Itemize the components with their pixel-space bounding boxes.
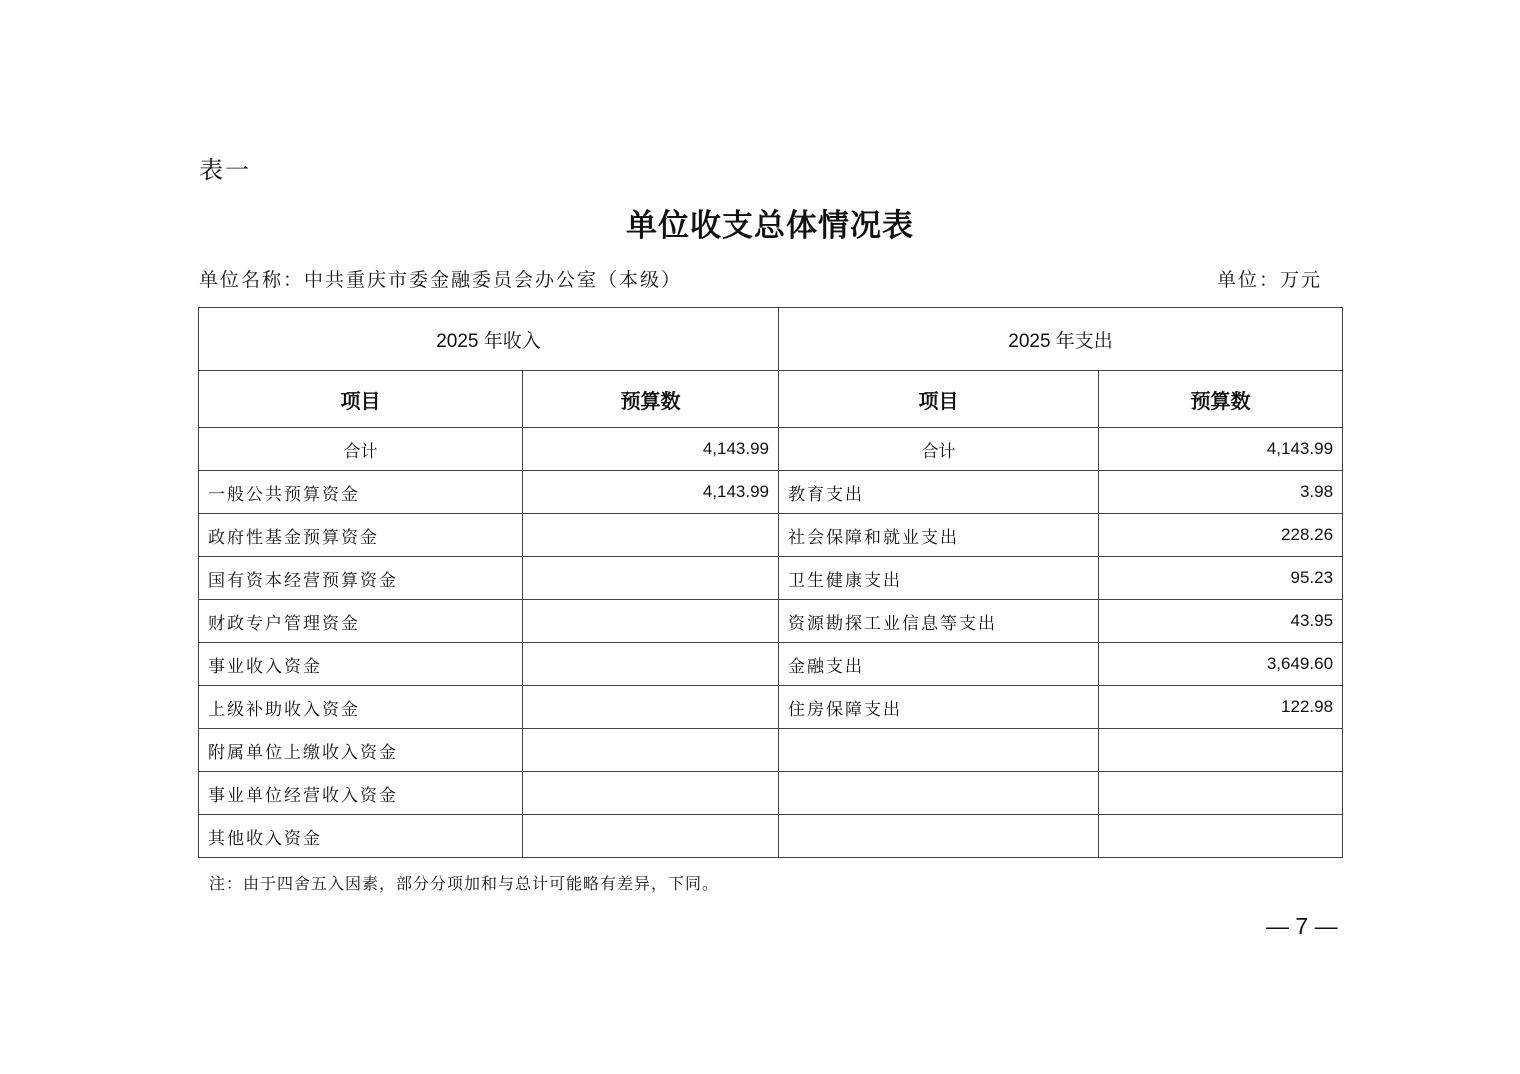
income-item-cell: 国有资本经营预算资金 <box>199 557 523 600</box>
expense-value-cell <box>1099 772 1343 815</box>
column-header-row <box>199 371 1343 428</box>
table-row <box>199 772 1343 815</box>
table-row <box>199 514 1343 557</box>
income-value-cell <box>523 557 779 600</box>
income-item-header: 项目 <box>199 371 523 428</box>
budget-table <box>198 307 1343 858</box>
income-item-cell: 附属单位上缴收入资金 <box>199 729 523 772</box>
expense-value-cell: 95.23 <box>1099 557 1343 600</box>
document-title: 单位收支总体情况表 <box>626 208 914 244</box>
expense-value-cell: 43.95 <box>1099 600 1343 643</box>
table-label: 表一 <box>199 156 251 184</box>
income-item-cell: 上级补助收入资金 <box>199 686 523 729</box>
income-item-cell: 政府性基金预算资金 <box>199 514 523 557</box>
income-total-value: 4,143.99 <box>523 428 779 471</box>
expense-item-cell <box>779 729 1099 772</box>
expense-value-cell: 3.98 <box>1099 471 1343 514</box>
expense-value-cell <box>1099 815 1343 858</box>
income-item-cell: 一般公共预算资金 <box>199 471 523 514</box>
expense-total-label: 合计 <box>779 428 1099 471</box>
expense-item-cell: 住房保障支出 <box>779 686 1099 729</box>
expense-total-value: 4,143.99 <box>1099 428 1343 471</box>
expense-item-cell: 卫生健康支出 <box>779 557 1099 600</box>
income-value-cell <box>523 729 779 772</box>
expense-item-cell: 教育支出 <box>779 471 1099 514</box>
page-number: — 7 — <box>1266 913 1338 939</box>
expense-value-cell: 228.26 <box>1099 514 1343 557</box>
income-value-cell <box>523 643 779 686</box>
table-row <box>199 600 1343 643</box>
table-row <box>199 815 1343 858</box>
income-item-cell: 事业单位经营收入资金 <box>199 772 523 815</box>
income-section-header: 2025 年收入 <box>199 308 779 371</box>
table-row <box>199 471 1343 514</box>
total-row <box>199 428 1343 471</box>
income-total-label: 合计 <box>199 428 523 471</box>
expense-value-cell: 122.98 <box>1099 686 1343 729</box>
expense-section-header: 2025 年支出 <box>779 308 1343 371</box>
expense-item-cell <box>779 815 1099 858</box>
unit-name: 单位名称：中共重庆市委金融委员会办公室（本级） <box>199 269 683 291</box>
income-item-cell: 财政专户管理资金 <box>199 600 523 643</box>
income-value-cell <box>523 686 779 729</box>
unit-label: 单位：万元 <box>1217 269 1323 291</box>
table-row <box>199 643 1343 686</box>
income-item-cell: 其他收入资金 <box>199 815 523 858</box>
income-value-cell: 4,143.99 <box>523 471 779 514</box>
income-value-cell <box>523 514 779 557</box>
expense-item-cell: 社会保障和就业支出 <box>779 514 1099 557</box>
income-value-cell <box>523 772 779 815</box>
table-row <box>199 729 1343 772</box>
income-budget-header: 预算数 <box>523 371 779 428</box>
expense-item-cell: 金融支出 <box>779 643 1099 686</box>
table-row <box>199 686 1343 729</box>
expense-item-cell <box>779 772 1099 815</box>
expense-value-cell <box>1099 729 1343 772</box>
income-item-cell: 事业收入资金 <box>199 643 523 686</box>
table-row <box>199 557 1343 600</box>
income-value-cell <box>523 815 779 858</box>
income-value-cell <box>523 600 779 643</box>
expense-budget-header: 预算数 <box>1099 371 1343 428</box>
expense-value-cell: 3,649.60 <box>1099 643 1343 686</box>
section-header-row <box>199 308 1343 371</box>
expense-item-cell: 资源勘探工业信息等支出 <box>779 600 1099 643</box>
budget-table-body <box>199 308 1343 858</box>
footnote: 注：由于四舍五入因素，部分分项加和与总计可能略有差异，下同。 <box>209 874 720 893</box>
expense-item-header: 项目 <box>779 371 1099 428</box>
